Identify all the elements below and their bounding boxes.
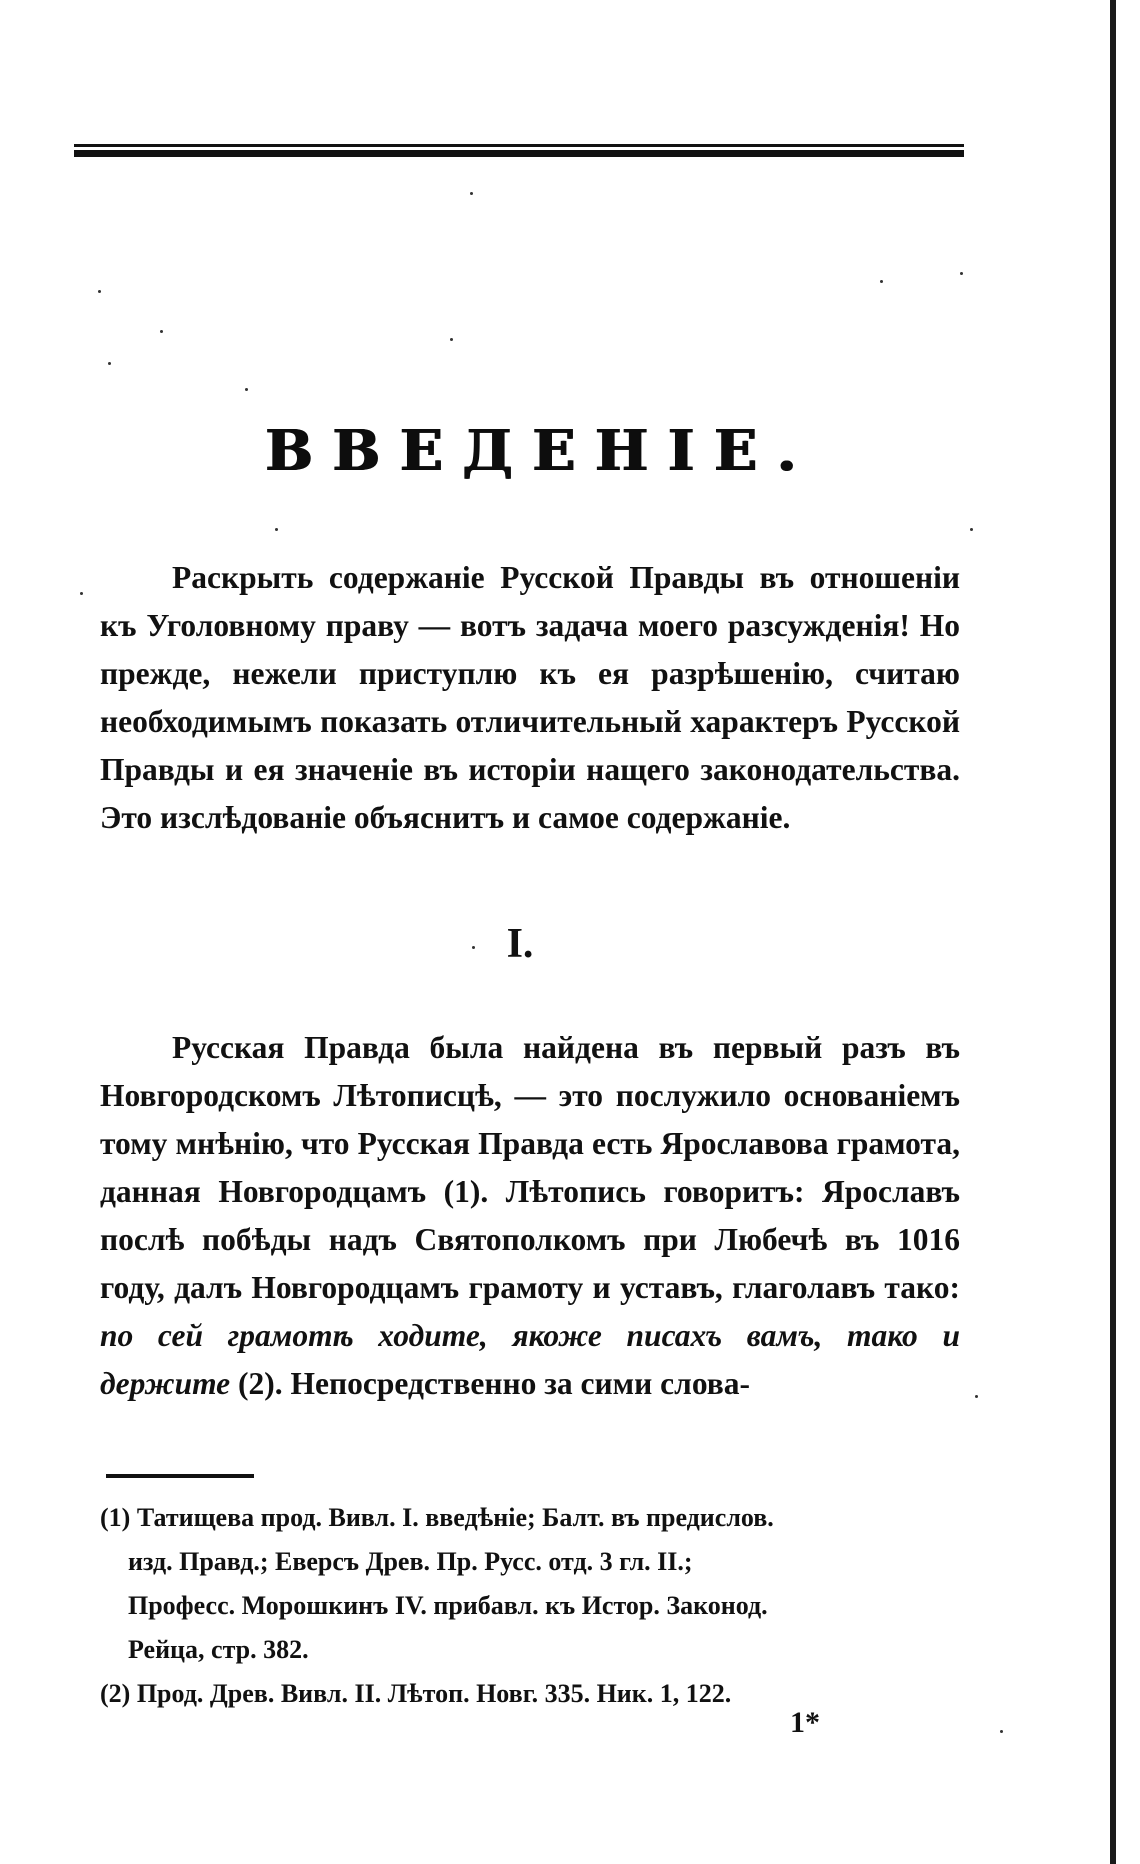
footnote-1-line3: Професс. Морошкинъ IV. прибавл. къ Истор. Законод. <box>128 1591 768 1620</box>
footnote-1-line1: Татищева прод. Вивл. I. введѣніе; Балт. въ предислов. <box>136 1503 774 1532</box>
footnote-1-line4: Рейца, стр. 382. <box>128 1635 309 1664</box>
footnote-1-line2: изд. Правд.; Еверсъ Древ. Пр. Русс. отд. 3 гл. II.; <box>128 1547 693 1576</box>
header-rule-thick <box>74 150 964 157</box>
footnote-2-marker: (2) <box>100 1679 131 1708</box>
section-text-before: Русская Правда была найдена въ первый разъ въ Новгородскомъ Лѣтописцѣ, — это послужило основаніемъ тому мнѣнію, что Русская Правда есть Ярославова грамота, данная Новгородцамъ (1). Лѣтопись говоритъ: Ярославъ послѣ побѣды надъ Святополкомъ при Любечѣ въ 1016 году, далъ Новгородцамъ грамоту и уставъ, глаголавъ тако: <box>100 1030 960 1305</box>
chapter-title: ВВЕДЕНІЕ. <box>264 418 816 484</box>
section-italic-quote: по сей грамотѣ ходите, якоже писахъ вамъ, тако и держите <box>100 1318 960 1401</box>
section-text-after: (2). Непосредственно за сими слова- <box>230 1366 751 1401</box>
footnote-2-line1: Прод. Древ. Вивл. II. Лѣтоп. Новг. 335. Ник. 1, 122. <box>136 1679 732 1708</box>
section-paragraph <box>100 1024 960 1408</box>
header-double-rule <box>74 144 964 157</box>
signature-mark: 1* <box>790 1706 820 1739</box>
footnote-1-marker: (1) <box>100 1503 131 1532</box>
header-rule-thin <box>74 144 964 147</box>
footnotes-block <box>100 1496 962 1716</box>
intro-paragraph: Раскрыть содержаніе Русской Правды въ отношеніи къ Уголовному праву — вотъ задача моего разсужденія! Но прежде, нежели приступлю къ ея разрѣшенію, считаю необходимымъ показать отличительный характеръ Русской Правды и ея значеніе въ исторіи нащего законодательства. Это изслѣдованіе объяснитъ и самое содержаніе. <box>100 560 960 835</box>
footnote-separator <box>106 1474 254 1478</box>
footnote-1 <box>100 1496 962 1672</box>
footnote-2 <box>100 1672 962 1716</box>
page-edge-line <box>1110 0 1116 1864</box>
section-number: I. <box>506 921 534 967</box>
